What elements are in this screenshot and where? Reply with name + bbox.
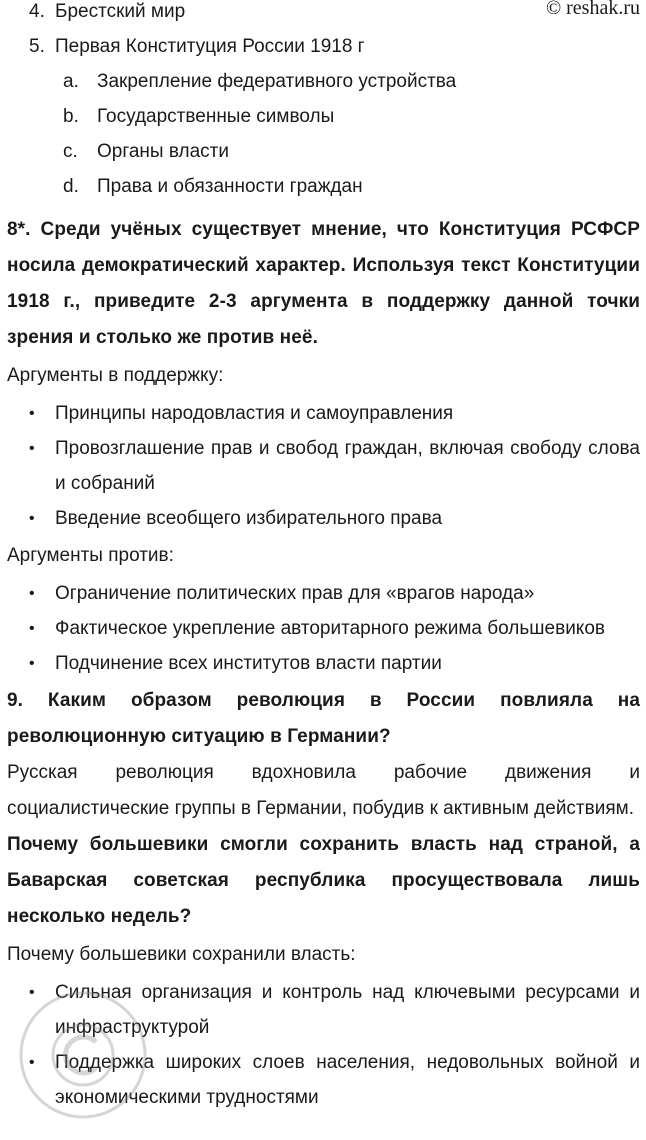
list-text: Права и обязанности граждан (97, 176, 363, 197)
list-text: Закрепление федеративного устройства (97, 71, 457, 92)
list-text: Фактическое укрепление авторитарного режима большевиков (55, 618, 605, 639)
list-letter: d. (63, 176, 79, 197)
list-letter: c. (63, 141, 78, 162)
list-item (7, 431, 640, 501)
reasons-list (7, 975, 640, 1115)
list-text: Принципы народовластия и самоуправления (55, 403, 454, 424)
list-item (7, 611, 640, 646)
list-text: Введение всеобщего избирательного права (55, 508, 443, 529)
list-number: 5. (29, 36, 45, 57)
bullet-icon: • (29, 585, 35, 602)
list-text: Провозглашение прав и свобод граждан, включая свободу слова и собраний (55, 438, 640, 494)
list-text: Брестский мир (55, 1, 186, 22)
list-item (63, 64, 640, 99)
list-number: 4. (29, 1, 45, 22)
list-item (7, 975, 640, 1045)
list-letter: b. (63, 106, 79, 127)
list-text: Подчинение всех институтов власти партии (55, 653, 442, 674)
arguments-for-list (7, 396, 640, 536)
bullet-icon: • (29, 984, 35, 1001)
bullet-icon: • (29, 1054, 35, 1071)
answer-9: Русская революция вдохновила рабочие движения и социалистические группы в Германии, побудив к активным действиям. (7, 762, 640, 819)
list-item (7, 0, 640, 29)
numbered-list (7, 0, 640, 204)
arguments-for-label: Аргументы в поддержку: (7, 365, 224, 386)
arguments-against-list (7, 576, 640, 681)
list-text: Сильная организация и контроль над ключевыми ресурсами и инфраструктурой (55, 982, 640, 1038)
reasons-label: Почему большевики сохранили власть: (7, 944, 356, 965)
list-item (63, 134, 640, 169)
question-9-part-2: Почему большевики смогли сохранить власть над страной, а Баварская советская республика просуществовала лишь несколько недель? (7, 834, 640, 927)
list-item (63, 99, 640, 134)
list-text: Органы власти (97, 141, 229, 162)
list-item (63, 169, 640, 204)
bullet-icon: • (29, 405, 35, 422)
arguments-against-label: Аргументы против: (7, 545, 174, 566)
watermark: © reshak.ru (545, 0, 640, 19)
list-text: Поддержка широких слоев населения, недовольных войной и экономическими трудностями (55, 1052, 640, 1108)
list-item (7, 646, 640, 681)
list-item (7, 1045, 640, 1115)
bullet-icon: • (29, 655, 35, 672)
list-item (7, 576, 640, 611)
bullet-icon: • (29, 620, 35, 637)
question-8: 8*. Среди учёных существует мнение, что Конституция РСФСР носила демократический характер. Используя текст Конституции 1918 г., приведите 2-3 аргумента в поддержку данной точки зрения и столько же против неё. (7, 219, 640, 348)
list-letter: a. (63, 71, 79, 92)
list-item (7, 29, 640, 204)
question-9: 9. Каким образом революция в России повлияла на революционную ситуацию в Германии? (7, 690, 640, 747)
list-text: Первая Конституция России 1918 г (55, 36, 365, 57)
bullet-icon: • (29, 440, 35, 457)
lettered-list (63, 64, 640, 204)
list-item (7, 501, 640, 536)
list-text: Государственные символы (97, 106, 335, 127)
list-text: Ограничение политических прав для «врагов народа» (55, 583, 535, 604)
list-item (7, 396, 640, 431)
bullet-icon: • (29, 510, 35, 527)
